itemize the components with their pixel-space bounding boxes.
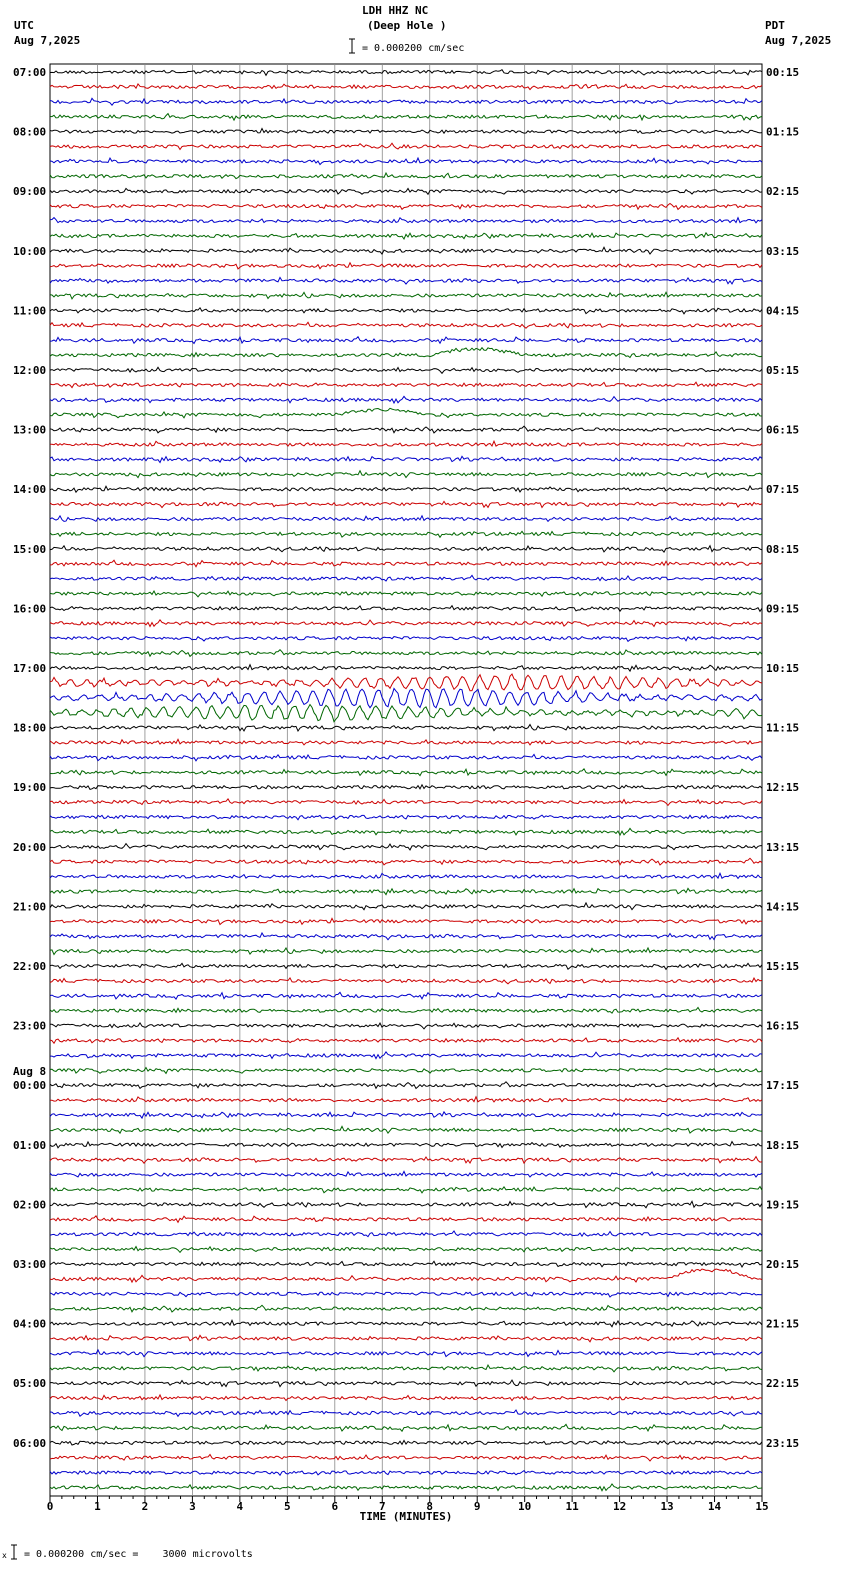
seismic-trace — [50, 277, 762, 284]
right-hour-label: 01:15 — [766, 125, 800, 139]
seismic-trace — [50, 1216, 762, 1223]
left-hour-label: 01:00 — [13, 1138, 47, 1152]
right-hour-label: 08:15 — [766, 542, 800, 556]
left-hour-label: 05:00 — [13, 1377, 47, 1391]
seismic-trace — [50, 1023, 762, 1029]
station-title: LDH HHZ NC — [362, 4, 429, 17]
footer-scale-legend: = 0.000200 cm/sec = 3000 microvolts — [24, 1549, 253, 1560]
seismic-trace — [50, 650, 762, 657]
left-hour-label: 10:00 — [13, 244, 47, 258]
footer-scale-bar-icon — [11, 1545, 17, 1559]
seismic-trace — [50, 1380, 762, 1387]
seismic-trace — [50, 263, 762, 269]
seismic-trace — [50, 129, 762, 134]
seismic-trace — [50, 1201, 762, 1207]
right-hour-label: 20:15 — [766, 1258, 800, 1271]
seismic-trace — [50, 888, 762, 894]
seismic-trace — [50, 546, 762, 552]
seismic-trace — [50, 382, 762, 387]
x-tick-label: 0 — [46, 1500, 54, 1513]
seismic-trace — [50, 844, 762, 850]
seismic-trace — [50, 948, 762, 955]
seismic-trace — [50, 247, 762, 254]
seismic-trace — [50, 114, 762, 121]
right-hour-label: 00:15 — [766, 66, 800, 79]
seismic-trace — [50, 1247, 762, 1253]
x-tick-label: 15 — [755, 1500, 769, 1513]
seismic-trace — [50, 725, 762, 732]
seismic-trace — [50, 173, 762, 179]
seismic-trace — [50, 918, 762, 924]
left-hour-label: 08:00 — [13, 125, 47, 139]
seismic-trace — [50, 204, 762, 210]
seismic-trace — [50, 1365, 762, 1372]
left-hour-label: 16:00 — [13, 602, 47, 616]
right-hour-label: 19:15 — [766, 1198, 800, 1212]
x-tick-label: 6 — [331, 1500, 339, 1513]
seismic-trace — [50, 637, 762, 642]
seismic-trace — [50, 769, 762, 776]
seismic-trace — [50, 337, 762, 344]
seismic-trace — [50, 158, 762, 165]
seismic-trace — [50, 322, 762, 328]
seismic-trace — [50, 84, 762, 90]
seismic-trace — [50, 292, 762, 299]
right-hour-label: 10:15 — [766, 662, 800, 675]
scale-bar-icon — [349, 39, 355, 53]
seismic-trace — [50, 456, 762, 462]
right-hour-label: 06:15 — [766, 423, 800, 437]
seismic-trace — [50, 739, 762, 745]
left-timezone: UTC — [14, 19, 34, 32]
seismic-trace — [50, 674, 762, 691]
seismic-trace — [50, 367, 762, 373]
seismic-trace — [50, 815, 762, 820]
right-hour-label: 13:15 — [766, 840, 800, 854]
seismic-trace — [50, 1269, 762, 1282]
seismic-trace — [50, 1187, 762, 1193]
seismic-trace — [50, 1052, 762, 1059]
seismic-trace — [50, 1231, 762, 1237]
left-hour-label: 02:00 — [13, 1198, 47, 1212]
seismic-trace — [50, 1455, 762, 1462]
seismic-trace — [50, 1395, 762, 1401]
seismic-trace — [50, 426, 762, 433]
seismic-trace — [50, 873, 762, 878]
right-hour-label: 09:15 — [766, 602, 800, 616]
seismic-trace — [50, 992, 762, 999]
right-hour-label: 03:15 — [766, 244, 800, 258]
left-hour-label: 17:00 — [13, 662, 47, 675]
seismic-trace — [50, 689, 762, 708]
seismic-trace — [50, 1350, 762, 1357]
plot-frame — [50, 64, 762, 1496]
seismic-trace — [50, 858, 762, 865]
seismic-trace — [50, 233, 762, 239]
seismic-trace — [50, 1097, 762, 1102]
left-date: Aug 7,2025 — [14, 34, 81, 47]
x-tick-label: 2 — [141, 1500, 149, 1513]
seismic-trace — [50, 1157, 762, 1164]
seismic-trace — [50, 754, 762, 760]
seismic-trace — [50, 785, 762, 790]
seismic-trace — [50, 1335, 762, 1341]
left-hour-label: 21:00 — [13, 900, 47, 914]
left-hour-label: 23:00 — [13, 1019, 47, 1033]
right-hour-label: 21:15 — [766, 1317, 800, 1331]
seismic-trace — [50, 408, 762, 418]
right-hour-label: 17:15 — [766, 1079, 800, 1093]
right-date: Aug 7,2025 — [765, 34, 832, 47]
right-hour-label: 18:15 — [766, 1138, 800, 1152]
seismic-trace — [50, 70, 762, 76]
right-hour-label: 07:15 — [766, 483, 800, 497]
x-axis-label: TIME (MINUTES) — [359, 1510, 453, 1523]
seismic-trace — [50, 963, 762, 969]
right-hour-label: 23:15 — [766, 1436, 800, 1450]
seismic-trace — [50, 1171, 762, 1177]
seismic-trace — [50, 531, 762, 537]
x-tick-label: 7 — [378, 1500, 386, 1513]
seismic-trace — [50, 98, 762, 105]
footer-x-mark: x — [2, 1551, 7, 1560]
left-hour-label: 15:00 — [13, 542, 47, 556]
seismic-trace — [50, 828, 762, 835]
seismic-trace — [50, 441, 762, 446]
x-tick-label: 5 — [284, 1500, 291, 1513]
seismic-trace — [50, 591, 762, 597]
seismic-trace — [50, 560, 762, 567]
seismic-trace — [50, 620, 762, 627]
seismic-trace — [50, 1082, 762, 1089]
x-tick-label: 13 — [660, 1500, 674, 1513]
scale-legend: = 0.000200 cm/sec — [362, 43, 465, 54]
seismic-trace — [50, 606, 762, 612]
x-tick-label: 12 — [612, 1500, 627, 1513]
left-hour-label: 03:00 — [13, 1258, 47, 1271]
right-hour-label: 05:15 — [766, 364, 800, 377]
right-hour-label: 02:15 — [766, 185, 800, 199]
x-tick-label: 11 — [565, 1500, 579, 1513]
left-hour-label: 04:00 — [13, 1317, 47, 1331]
seismic-trace — [50, 1261, 762, 1267]
seismic-trace — [50, 665, 762, 671]
seismic-trace — [50, 705, 762, 722]
seismic-trace — [50, 978, 762, 984]
left-hour-label: 20:00 — [13, 840, 47, 854]
seismic-trace — [50, 501, 762, 507]
seismic-trace — [50, 188, 762, 194]
seismic-trace — [50, 575, 762, 581]
left-hour-label: 07:00 — [13, 66, 47, 79]
right-hour-label: 14:15 — [766, 900, 800, 914]
seismic-trace — [50, 1410, 762, 1416]
x-tick-label: 10 — [518, 1500, 532, 1513]
seismic-trace — [50, 1068, 762, 1074]
left-hour-label: 19:00 — [13, 781, 47, 795]
x-tick-label: 4 — [236, 1500, 244, 1513]
seismic-trace — [50, 1305, 762, 1312]
seismic-trace — [50, 396, 762, 403]
seismic-trace — [50, 1440, 762, 1445]
left-hour-label: 09:00 — [13, 185, 47, 199]
seismic-trace — [50, 1038, 762, 1043]
left-hour-label: 11:00 — [13, 304, 47, 318]
x-tick-label: 8 — [426, 1500, 434, 1513]
date-change-label: Aug 8 — [13, 1065, 47, 1079]
seismic-trace — [50, 1292, 762, 1297]
right-hour-label: 15:15 — [766, 960, 800, 973]
left-hour-label: 13:00 — [13, 423, 47, 437]
x-tick-label: 3 — [189, 1500, 196, 1513]
seismic-trace — [50, 799, 762, 806]
seismic-trace — [50, 308, 762, 314]
seismic-trace — [50, 1484, 762, 1491]
seismic-trace — [50, 143, 762, 149]
seismic-trace — [50, 1320, 762, 1326]
left-hour-label: 18:00 — [13, 721, 47, 735]
x-tick-label: 1 — [94, 1500, 101, 1513]
seismic-trace — [50, 1142, 762, 1148]
seismic-trace — [50, 1008, 762, 1014]
seismic-trace — [50, 486, 762, 492]
right-hour-label: 11:15 — [766, 721, 800, 735]
seismic-trace — [50, 218, 762, 223]
right-timezone: PDT — [765, 19, 785, 32]
left-hour-label: 12:00 — [13, 364, 47, 377]
seismic-trace — [50, 1424, 762, 1431]
left-hour-label: 14:00 — [13, 483, 47, 497]
left-hour-label: 22:00 — [13, 960, 47, 973]
location-title: (Deep Hole ) — [367, 19, 447, 32]
seismic-trace — [50, 1112, 762, 1118]
seismic-trace — [50, 471, 762, 478]
left-hour-label: 00:00 — [13, 1079, 47, 1093]
seismic-trace — [50, 933, 762, 940]
seismic-trace — [50, 1471, 762, 1476]
right-hour-label: 12:15 — [766, 781, 800, 795]
seismic-trace — [50, 903, 762, 910]
right-hour-label: 16:15 — [766, 1019, 800, 1033]
seismic-trace — [50, 1126, 762, 1133]
right-hour-label: 22:15 — [766, 1377, 800, 1391]
seismic-trace — [50, 516, 762, 522]
x-tick-label: 9 — [473, 1500, 481, 1513]
x-tick-label: 14 — [707, 1500, 722, 1513]
seismic-trace — [50, 348, 762, 358]
left-hour-label: 06:00 — [13, 1436, 47, 1450]
right-hour-label: 04:15 — [766, 304, 800, 318]
